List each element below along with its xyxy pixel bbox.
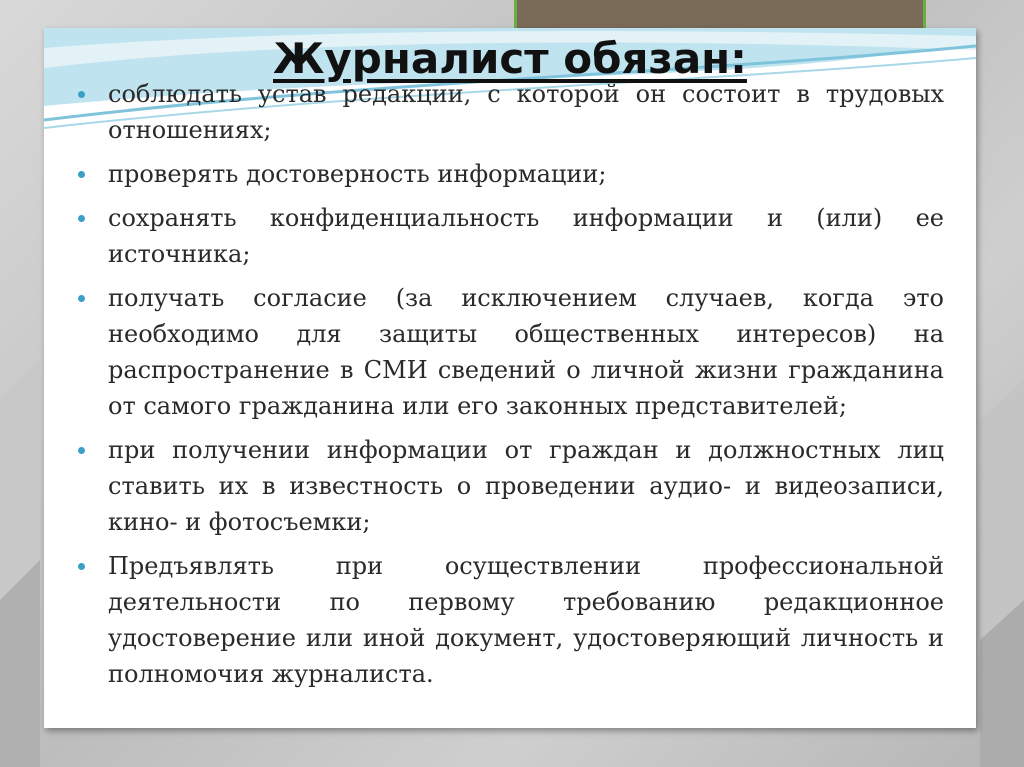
slide-title: Журналист обязан: — [273, 34, 747, 83]
list-item-text: Предъявлять при осуществлении профессиональной деятельности по первому требованию редакционное удостоверение или иной документ, удостоверяющий личность и полномочия журналиста. — [108, 552, 944, 688]
list-item-text: при получении информации от граждан и должностных лиц ставить их в известность о проведении аудио- и видеозаписи, кино- и фотосъемки; — [108, 436, 944, 536]
list-item — [78, 156, 944, 192]
bullet-icon — [78, 563, 85, 570]
list-item — [78, 432, 944, 540]
bullet-icon — [78, 447, 85, 454]
list-item — [78, 280, 944, 424]
list-item-text: соблюдать устав редакции, с которой он состоит в трудовых отношениях; — [108, 80, 944, 144]
list-item-text: проверять достоверность информации; — [108, 160, 607, 188]
bullet-icon — [78, 171, 85, 178]
slide — [44, 28, 976, 728]
list-item — [78, 548, 944, 692]
bullet-icon — [78, 295, 85, 302]
bullet-icon — [78, 91, 85, 98]
list-item-text: сохранять конфиденциальность информации и (или) ее источника; — [108, 204, 944, 268]
bullet-icon — [78, 215, 85, 222]
list-item — [78, 200, 944, 272]
decorative-top-box — [514, 0, 926, 28]
list-item — [78, 76, 944, 148]
list-item-text: получать согласие (за исключением случаев, когда это необходимо для защиты общественных интересов) на распространение в СМИ сведений о личной жизни гражданина от самого гражданина или его законных представителей; — [108, 284, 944, 420]
duties-list — [78, 76, 944, 700]
